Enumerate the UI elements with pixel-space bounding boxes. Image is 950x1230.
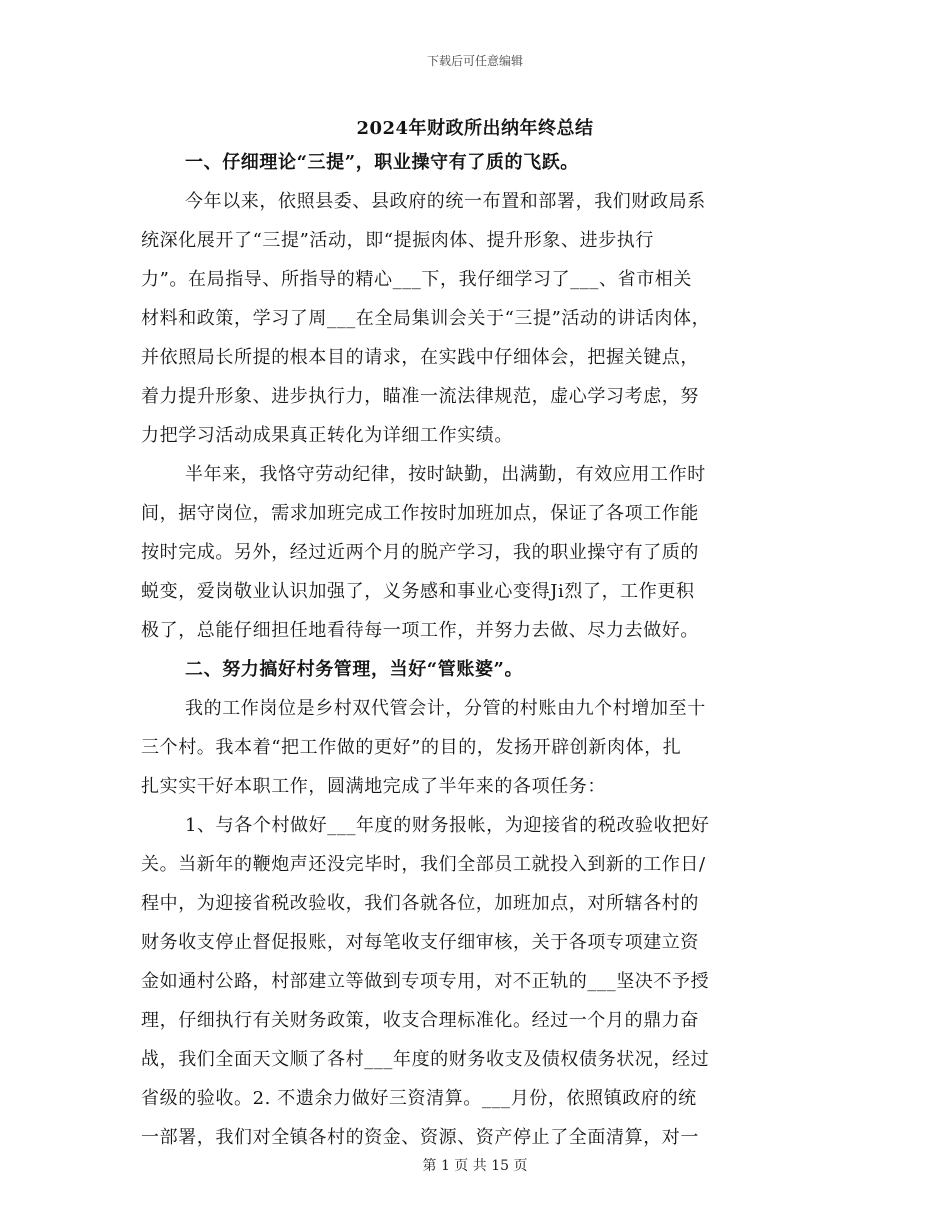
- body-text-line: 按时完成。另外，经过近两个月的脱产学习，我的职业操守有了质的: [141, 542, 699, 563]
- body-text-line: 理，仔细执行有关财务政策，收支合理标准化。经过一个月的鼎力奋: [141, 1010, 699, 1031]
- body-text-line: 今年以来，依照县委、县政府的统一布置和部署，我们财政局系: [185, 191, 706, 212]
- body-text-line: 统深化展开了“三提”活动，即“提振肉体、提升形象、进步执行: [141, 230, 655, 251]
- body-text-line: 着力提升形象、进步执行力，瞄准一流法律规范，虚心学习考虑，努: [141, 386, 699, 407]
- body-text-line: 财务收支停止督促报账，对每笔收支仔细审核，关于各项专项建立资: [141, 932, 699, 953]
- body-text-line: 关。当新年的鞭炮声还没完毕时，我们全部员工就投入到新的工作日/: [141, 854, 706, 875]
- body-text-line: 1、与各个村做好___年度的财务报帐，为迎接省的税改验收把好: [185, 815, 710, 836]
- body-text-line: 半年来，我恪守劳动纪律，按时缺勤，出满勤，有效应用工作时: [185, 464, 706, 485]
- document-title: 2024年财政所出纳年终总结: [356, 118, 594, 139]
- section-heading: 二、努力搞好村务管理，当好“管账婆”。: [185, 659, 524, 680]
- body-text-line: 并依照局长所提的根本目的请求，在实践中仔细体会，把握关键点，: [141, 347, 699, 368]
- body-text-line: 力把学习活动成果真正转化为详细工作实绩。: [141, 425, 513, 446]
- body-text-line: 程中，为迎接省税改验收，我们各就各位，加班加点，对所辖各村的: [141, 893, 699, 914]
- body-text-line: 蜕变，爱岗敬业认识加强了，义务感和事业心变得Ji烈了，工作更积: [141, 581, 695, 602]
- body-text-line: 我的工作岗位是乡村双代管会计，分管的村账由九个村增加至十: [185, 698, 706, 719]
- document-body: [141, 143, 813, 1157]
- body-text-line: 力”。在局指导、所指导的精心___下，我仔细学习了___、省市相关: [141, 269, 692, 290]
- body-text-line: 极了，总能仔细担任地看待每一项工作，并努力去做、尽力去做好。: [141, 620, 699, 641]
- body-text-line: 扎实实干好本职工作，圆满地完成了半年来的各项任务：: [141, 776, 606, 797]
- body-text-line: 材料和政策，学习了周___在全局集训会关于“三提”活动的讲话肉体，: [141, 308, 711, 329]
- body-text-line: 金如通村公路，村部建立等做到专项专用，对不正轨的___坚决不予授: [141, 971, 710, 992]
- page-footer: 第 1 页 共 15 页: [422, 1158, 528, 1174]
- body-text-line: 战，我们全面天文顺了各村___年度的财务收支及债权债务状况，经过: [141, 1049, 710, 1070]
- section-heading: 一、仔细理论“三提”，职业操守有了质的飞跃。: [185, 152, 579, 173]
- body-text-line: 一部署，我们对全镇各村的资金、资源、资产停止了全面清算，对一: [141, 1127, 699, 1148]
- body-text-line: 省级的验收。2. 不遗余力做好三资清算。___月份，依照镇政府的统: [141, 1088, 697, 1109]
- header-note: 下载后可任意编辑: [426, 54, 523, 68]
- body-text-line: 间，据守岗位，需求加班完成工作按时加班加点，保证了各项工作能: [141, 503, 699, 524]
- body-text-line: 三个村。我本着“把工作做的更好”的目的，发扬开辟创新肉体，扎: [141, 737, 682, 758]
